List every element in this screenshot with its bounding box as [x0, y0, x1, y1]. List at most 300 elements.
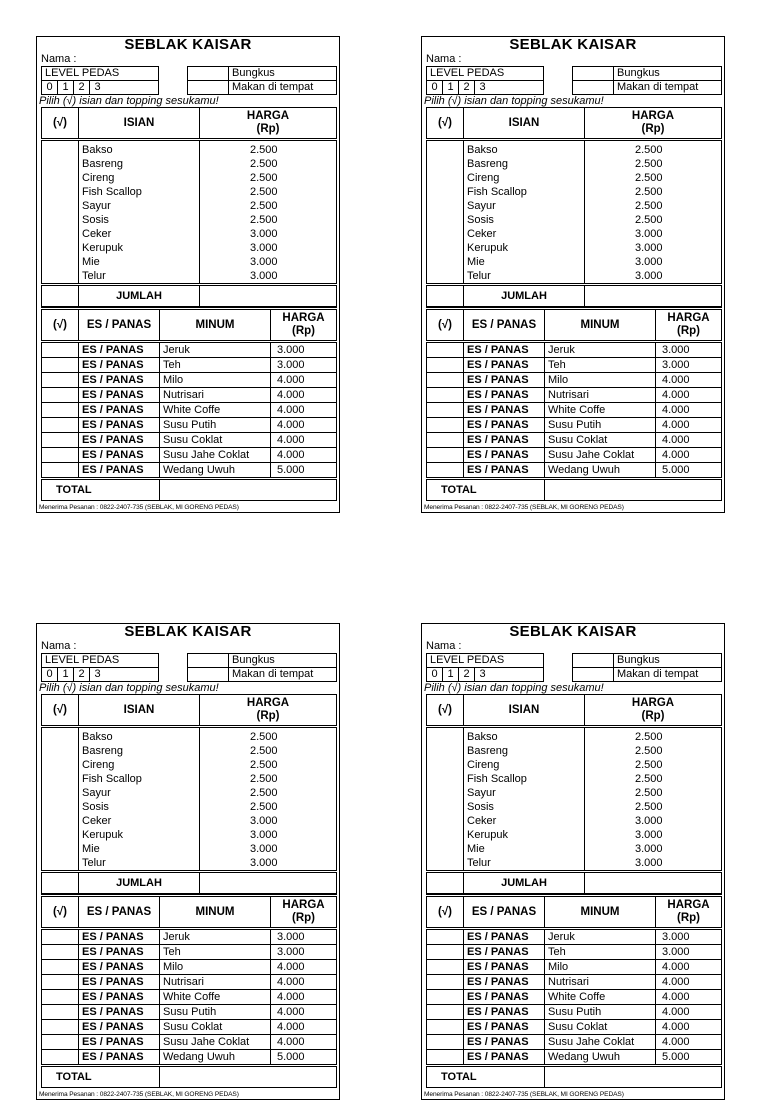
- isian-row: [427, 814, 722, 828]
- isian-name: Telur: [464, 856, 585, 872]
- spice-level-3[interactable]: 3: [94, 81, 101, 93]
- isian-row: [42, 800, 337, 814]
- minum-price: 3.000: [271, 358, 337, 373]
- minum-check-cell[interactable]: [427, 945, 464, 960]
- dine-in-checkbox[interactable]: [188, 81, 229, 94]
- minum-check-cell[interactable]: [427, 929, 464, 945]
- temperature-option[interactable]: ES / PANAS: [464, 960, 545, 975]
- isian-name: Telur: [464, 269, 585, 285]
- isian-price: 2.500: [200, 171, 337, 185]
- temperature-option[interactable]: ES / PANAS: [79, 960, 160, 975]
- spice-level-0[interactable]: 0: [42, 668, 58, 681]
- footer-contact: Menerima Pesanan : 0822-2407-735 (SEBLAK, MI GORENG PEDAS): [424, 1091, 624, 1098]
- form-title: SEBLAK KAISAR: [124, 36, 252, 53]
- temperature-option[interactable]: ES / PANAS: [79, 448, 160, 463]
- takeaway-checkbox[interactable]: [573, 654, 614, 667]
- dine-in-checkbox[interactable]: [573, 668, 614, 681]
- minum-name: Teh: [160, 945, 271, 960]
- spice-level-1[interactable]: 1: [443, 81, 459, 94]
- isian-check-cell[interactable]: [42, 185, 79, 199]
- isian-check-cell[interactable]: [42, 157, 79, 171]
- isian-price: 2.500: [200, 185, 337, 199]
- minum-row: [427, 433, 722, 448]
- isian-name: Sayur: [79, 786, 200, 800]
- name-label: Nama :: [426, 53, 462, 65]
- minum-name: Nutrisari: [545, 388, 656, 403]
- minum-table: [426, 307, 722, 501]
- isian-header: ISIAN: [79, 695, 200, 727]
- minum-price: 3.000: [656, 358, 722, 373]
- isian-name: Fish Scallop: [464, 185, 585, 199]
- isian-name: Telur: [79, 269, 200, 285]
- instruction-text: Pilih (√) isian dan topping sesukamu!: [39, 95, 219, 107]
- temperature-option[interactable]: ES / PANAS: [79, 929, 160, 945]
- temperature-option[interactable]: ES / PANAS: [464, 388, 545, 403]
- minum-check-cell[interactable]: [427, 1035, 464, 1050]
- minum-header: MINUM: [160, 309, 271, 342]
- isian-price: 2.500: [585, 772, 722, 786]
- minum-table: [426, 894, 722, 1088]
- minum-check-cell[interactable]: [42, 975, 79, 990]
- temperature-option[interactable]: ES / PANAS: [464, 929, 545, 945]
- isian-row: [427, 744, 722, 758]
- temperature-option[interactable]: ES / PANAS: [79, 975, 160, 990]
- isian-check-cell[interactable]: [427, 772, 464, 786]
- isian-price: 2.500: [585, 758, 722, 772]
- minum-check-cell[interactable]: [427, 373, 464, 388]
- minum-price: 4.000: [656, 418, 722, 433]
- isian-header-row: [427, 695, 722, 727]
- minum-header-row: [42, 896, 337, 929]
- temperature-option[interactable]: ES / PANAS: [464, 463, 545, 479]
- isian-name: Bakso: [79, 727, 200, 745]
- isian-header-row: [42, 108, 337, 140]
- total-value-cell[interactable]: [160, 1066, 337, 1088]
- isian-price: 3.000: [200, 828, 337, 842]
- price-header: HARGA (Rp): [271, 896, 337, 929]
- minum-check-cell[interactable]: [42, 388, 79, 403]
- isian-check-cell[interactable]: [42, 758, 79, 772]
- spice-level-3[interactable]: 3: [479, 668, 486, 680]
- temperature-option[interactable]: ES / PANAS: [79, 373, 160, 388]
- minum-check-cell[interactable]: [427, 975, 464, 990]
- price-header: HARGA (Rp): [271, 309, 337, 342]
- isian-name: Basreng: [464, 744, 585, 758]
- isian-check-cell[interactable]: [427, 800, 464, 814]
- temperature-option[interactable]: ES / PANAS: [464, 433, 545, 448]
- minum-row: [427, 373, 722, 388]
- minum-row: [42, 990, 337, 1005]
- isian-price: 3.000: [200, 255, 337, 269]
- minum-name: Milo: [160, 373, 271, 388]
- service-option-dine-in[interactable]: [573, 80, 721, 94]
- minum-price: 5.000: [271, 463, 337, 479]
- spice-level-label: LEVEL PEDAS: [42, 654, 158, 668]
- spice-level-box: [41, 66, 159, 95]
- jumlah-value-cell[interactable]: [585, 872, 722, 894]
- minum-check-cell[interactable]: [427, 418, 464, 433]
- service-option-dine-in[interactable]: [188, 80, 336, 94]
- minum-header: MINUM: [160, 896, 271, 929]
- spice-level-0[interactable]: 0: [427, 81, 443, 94]
- isian-name: Sayur: [464, 786, 585, 800]
- temperature-option[interactable]: ES / PANAS: [79, 1035, 160, 1050]
- total-row: [427, 479, 722, 501]
- minum-name: Nutrisari: [160, 388, 271, 403]
- temperature-option[interactable]: ES / PANAS: [79, 463, 160, 479]
- minum-name: Susu Coklat: [160, 433, 271, 448]
- spice-level-1[interactable]: 1: [443, 668, 459, 681]
- spice-level-label: LEVEL PEDAS: [42, 67, 158, 81]
- spice-level-2[interactable]: 2: [74, 81, 90, 94]
- isian-check-cell[interactable]: [42, 856, 79, 872]
- price-header: HARGA (Rp): [656, 896, 722, 929]
- spice-level-2[interactable]: 2: [74, 668, 90, 681]
- isian-check-cell[interactable]: [42, 842, 79, 856]
- dine-in-label: Makan di tempat: [232, 81, 314, 93]
- takeaway-label: Bungkus: [232, 67, 275, 79]
- temperature-option[interactable]: ES / PANAS: [79, 1050, 160, 1066]
- temperature-option[interactable]: ES / PANAS: [79, 388, 160, 403]
- service-option-takeaway[interactable]: [573, 67, 721, 80]
- minum-check-cell[interactable]: [427, 1005, 464, 1020]
- spice-level-1[interactable]: 1: [58, 81, 74, 94]
- spice-level-box: [426, 653, 544, 682]
- temperature-option[interactable]: ES / PANAS: [464, 448, 545, 463]
- minum-row: [42, 945, 337, 960]
- spice-level-2[interactable]: 2: [459, 668, 475, 681]
- spice-level-1[interactable]: 1: [58, 668, 74, 681]
- isian-price: 3.000: [585, 227, 722, 241]
- total-row: [427, 1066, 722, 1088]
- isian-price: 3.000: [200, 241, 337, 255]
- service-option-dine-in[interactable]: [573, 667, 721, 681]
- total-label: TOTAL: [42, 1066, 160, 1088]
- minum-check-cell[interactable]: [427, 433, 464, 448]
- isian-row: [427, 727, 722, 745]
- total-value-cell[interactable]: [545, 479, 722, 501]
- dine-in-checkbox[interactable]: [573, 81, 614, 94]
- isian-check-cell[interactable]: [427, 727, 464, 745]
- minum-name: Milo: [545, 960, 656, 975]
- isian-row: [42, 744, 337, 758]
- temperature-option[interactable]: ES / PANAS: [464, 373, 545, 388]
- minum-check-cell[interactable]: [427, 990, 464, 1005]
- minum-check-cell[interactable]: [427, 358, 464, 373]
- isian-check-cell[interactable]: [42, 786, 79, 800]
- temperature-option[interactable]: ES / PANAS: [464, 1020, 545, 1035]
- spice-level-3[interactable]: 3: [479, 81, 486, 93]
- isian-check-cell[interactable]: [427, 213, 464, 227]
- isian-check-cell[interactable]: [427, 842, 464, 856]
- minum-row: [42, 433, 337, 448]
- isian-check-cell[interactable]: [427, 814, 464, 828]
- isian-check-cell[interactable]: [42, 171, 79, 185]
- temperature-option[interactable]: ES / PANAS: [464, 418, 545, 433]
- minum-check-cell[interactable]: [42, 1005, 79, 1020]
- minum-price: 4.000: [271, 403, 337, 418]
- isian-price: 3.000: [585, 241, 722, 255]
- minum-check-cell[interactable]: [427, 448, 464, 463]
- isian-check-cell[interactable]: [427, 157, 464, 171]
- temperature-option[interactable]: ES / PANAS: [464, 975, 545, 990]
- isian-row: [42, 185, 337, 199]
- minum-row: [427, 929, 722, 945]
- temperature-option[interactable]: ES / PANAS: [464, 342, 545, 358]
- minum-row: [42, 960, 337, 975]
- isian-check-cell[interactable]: [427, 856, 464, 872]
- minum-check-cell[interactable]: [42, 960, 79, 975]
- isian-check-cell[interactable]: [427, 744, 464, 758]
- footer-contact: Menerima Pesanan : 0822-2407-735 (SEBLAK, MI GORENG PEDAS): [39, 1091, 239, 1098]
- isian-row: [42, 213, 337, 227]
- minum-row: [427, 1050, 722, 1066]
- jumlah-row: [427, 872, 722, 894]
- isian-check-cell[interactable]: [427, 171, 464, 185]
- minum-check-cell[interactable]: [427, 1020, 464, 1035]
- minum-check-cell[interactable]: [42, 342, 79, 358]
- minum-check-cell[interactable]: [42, 463, 79, 479]
- minum-check-cell[interactable]: [42, 448, 79, 463]
- isian-check-cell[interactable]: [42, 772, 79, 786]
- temperature-option[interactable]: ES / PANAS: [79, 1020, 160, 1035]
- isian-row: [427, 213, 722, 227]
- footer-contact: Menerima Pesanan : 0822-2407-735 (SEBLAK, MI GORENG PEDAS): [424, 504, 624, 511]
- minum-price: 4.000: [656, 990, 722, 1005]
- isian-check-cell[interactable]: [42, 744, 79, 758]
- jumlah-value-cell[interactable]: [585, 285, 722, 307]
- spice-level-0[interactable]: 0: [42, 81, 58, 94]
- name-label: Nama :: [426, 640, 462, 652]
- isian-check-cell[interactable]: [42, 828, 79, 842]
- isian-header-row: [427, 108, 722, 140]
- isian-name: Sosis: [79, 213, 200, 227]
- isian-check-cell[interactable]: [427, 185, 464, 199]
- minum-check-cell[interactable]: [42, 1035, 79, 1050]
- isian-row: [427, 255, 722, 269]
- temperature-option[interactable]: ES / PANAS: [79, 403, 160, 418]
- minum-row: [427, 990, 722, 1005]
- minum-price: 3.000: [656, 945, 722, 960]
- temperature-option[interactable]: ES / PANAS: [464, 1035, 545, 1050]
- service-options: [572, 653, 722, 682]
- minum-check-cell[interactable]: [42, 1050, 79, 1066]
- isian-price: 2.500: [585, 185, 722, 199]
- isian-check-cell[interactable]: [42, 140, 79, 158]
- minum-name: Susu Jahe Coklat: [160, 448, 271, 463]
- isian-price: 2.500: [200, 140, 337, 158]
- minum-header: MINUM: [545, 309, 656, 342]
- isian-name: Fish Scallop: [464, 772, 585, 786]
- minum-name: Milo: [545, 373, 656, 388]
- isian-row: [427, 269, 722, 285]
- isian-check-cell[interactable]: [42, 241, 79, 255]
- temperature-option[interactable]: ES / PANAS: [464, 403, 545, 418]
- total-value-cell[interactable]: [545, 1066, 722, 1088]
- isian-check-cell[interactable]: [42, 269, 79, 285]
- minum-header-row: [427, 309, 722, 342]
- total-label: TOTAL: [42, 479, 160, 501]
- minum-name: Milo: [160, 960, 271, 975]
- spice-level-0[interactable]: 0: [427, 668, 443, 681]
- isian-price: 3.000: [585, 269, 722, 285]
- takeaway-checkbox[interactable]: [573, 67, 614, 80]
- isian-check-cell[interactable]: [42, 227, 79, 241]
- takeaway-checkbox[interactable]: [188, 654, 229, 667]
- minum-row: [427, 403, 722, 418]
- minum-name: Wedang Uwuh: [545, 1050, 656, 1066]
- spice-level-2[interactable]: 2: [459, 81, 475, 94]
- jumlah-label: JUMLAH: [464, 872, 585, 894]
- isian-name: Basreng: [79, 157, 200, 171]
- name-label: Nama :: [41, 640, 77, 652]
- isian-check-cell[interactable]: [42, 800, 79, 814]
- isian-table: [426, 107, 722, 307]
- isian-row: [427, 856, 722, 872]
- service-option-dine-in[interactable]: [188, 667, 336, 681]
- minum-check-cell[interactable]: [42, 945, 79, 960]
- minum-check-cell[interactable]: [42, 373, 79, 388]
- isian-check-cell[interactable]: [427, 269, 464, 285]
- minum-check-cell[interactable]: [42, 1020, 79, 1035]
- isian-check-cell[interactable]: [42, 199, 79, 213]
- temperature-option[interactable]: ES / PANAS: [79, 358, 160, 373]
- isian-check-cell[interactable]: [42, 255, 79, 269]
- service-option-takeaway[interactable]: [573, 654, 721, 667]
- minum-row: [42, 418, 337, 433]
- minum-name: Teh: [160, 358, 271, 373]
- minum-check-cell[interactable]: [427, 403, 464, 418]
- isian-check-cell[interactable]: [427, 255, 464, 269]
- isian-table: [426, 694, 722, 894]
- temperature-option[interactable]: ES / PANAS: [464, 1005, 545, 1020]
- temperature-option[interactable]: ES / PANAS: [464, 358, 545, 373]
- jumlah-row: [42, 872, 337, 894]
- isian-check-cell[interactable]: [427, 786, 464, 800]
- takeaway-checkbox[interactable]: [188, 67, 229, 80]
- minum-check-cell[interactable]: [42, 929, 79, 945]
- minum-check-cell[interactable]: [42, 358, 79, 373]
- temperature-option[interactable]: ES / PANAS: [79, 418, 160, 433]
- isian-name: Sayur: [79, 199, 200, 213]
- minum-row: [42, 403, 337, 418]
- jumlah-value-cell[interactable]: [200, 872, 337, 894]
- isian-name: Sayur: [464, 199, 585, 213]
- minum-row: [42, 1020, 337, 1035]
- service-option-takeaway[interactable]: [188, 654, 336, 667]
- minum-row: [42, 342, 337, 358]
- minum-row: [427, 945, 722, 960]
- isian-check-cell[interactable]: [427, 828, 464, 842]
- minum-row: [42, 929, 337, 945]
- isian-check-cell[interactable]: [427, 241, 464, 255]
- isian-price: 3.000: [200, 814, 337, 828]
- minum-row: [42, 358, 337, 373]
- isian-row: [42, 269, 337, 285]
- jumlah-value-cell[interactable]: [200, 285, 337, 307]
- order-form: [421, 623, 725, 1100]
- minum-check-cell[interactable]: [427, 342, 464, 358]
- isian-name: Telur: [79, 856, 200, 872]
- temperature-option[interactable]: ES / PANAS: [79, 990, 160, 1005]
- isian-price: 2.500: [200, 758, 337, 772]
- isian-price: 3.000: [585, 856, 722, 872]
- minum-price: 4.000: [271, 1035, 337, 1050]
- isian-row: [427, 171, 722, 185]
- minum-price: 4.000: [271, 1020, 337, 1035]
- minum-price: 3.000: [656, 342, 722, 358]
- jumlah-row: [427, 285, 722, 307]
- isian-check-cell[interactable]: [42, 213, 79, 227]
- minum-table: [41, 307, 337, 501]
- temperature-header: ES / PANAS: [464, 896, 545, 929]
- dine-in-checkbox[interactable]: [188, 668, 229, 681]
- minum-check-cell[interactable]: [42, 418, 79, 433]
- minum-check-cell[interactable]: [427, 1050, 464, 1066]
- check-header: (√): [427, 108, 464, 140]
- minum-price: 3.000: [271, 945, 337, 960]
- total-value-cell[interactable]: [160, 479, 337, 501]
- minum-row: [427, 1005, 722, 1020]
- takeaway-label: Bungkus: [232, 654, 275, 666]
- minum-check-cell[interactable]: [427, 463, 464, 479]
- isian-name: Sosis: [79, 800, 200, 814]
- check-header: (√): [42, 309, 79, 342]
- minum-check-cell[interactable]: [427, 960, 464, 975]
- minum-check-cell[interactable]: [427, 388, 464, 403]
- temperature-option[interactable]: ES / PANAS: [79, 342, 160, 358]
- minum-row: [427, 960, 722, 975]
- isian-name: Mie: [79, 255, 200, 269]
- jumlah-label: JUMLAH: [79, 285, 200, 307]
- isian-check-cell[interactable]: [42, 727, 79, 745]
- temperature-option[interactable]: ES / PANAS: [464, 990, 545, 1005]
- isian-check-cell[interactable]: [427, 199, 464, 213]
- temperature-option[interactable]: ES / PANAS: [79, 1005, 160, 1020]
- minum-name: White Coffe: [545, 990, 656, 1005]
- isian-price: 2.500: [585, 157, 722, 171]
- service-option-takeaway[interactable]: [188, 67, 336, 80]
- options-row: [37, 65, 339, 95]
- isian-name: Ceker: [464, 814, 585, 828]
- temperature-option[interactable]: ES / PANAS: [464, 1050, 545, 1066]
- isian-table: [41, 694, 337, 894]
- isian-row: [427, 842, 722, 856]
- isian-row: [42, 786, 337, 800]
- minum-name: Jeruk: [160, 342, 271, 358]
- minum-price: 4.000: [656, 373, 722, 388]
- isian-price: 2.500: [200, 744, 337, 758]
- takeaway-label: Bungkus: [617, 654, 660, 666]
- minum-row: [42, 373, 337, 388]
- options-row: [422, 652, 724, 682]
- isian-price: 3.000: [200, 269, 337, 285]
- minum-check-cell[interactable]: [42, 990, 79, 1005]
- temperature-option[interactable]: ES / PANAS: [79, 433, 160, 448]
- isian-check-cell[interactable]: [427, 227, 464, 241]
- spice-level-3[interactable]: 3: [94, 668, 101, 680]
- minum-check-cell[interactable]: [42, 403, 79, 418]
- minum-price: 5.000: [656, 463, 722, 479]
- minum-check-cell[interactable]: [42, 433, 79, 448]
- isian-check-cell[interactable]: [427, 758, 464, 772]
- isian-check-cell[interactable]: [427, 140, 464, 158]
- temperature-option[interactable]: ES / PANAS: [464, 945, 545, 960]
- temperature-option[interactable]: ES / PANAS: [79, 945, 160, 960]
- isian-check-cell[interactable]: [42, 814, 79, 828]
- minum-name: Teh: [545, 945, 656, 960]
- minum-price: 4.000: [656, 1005, 722, 1020]
